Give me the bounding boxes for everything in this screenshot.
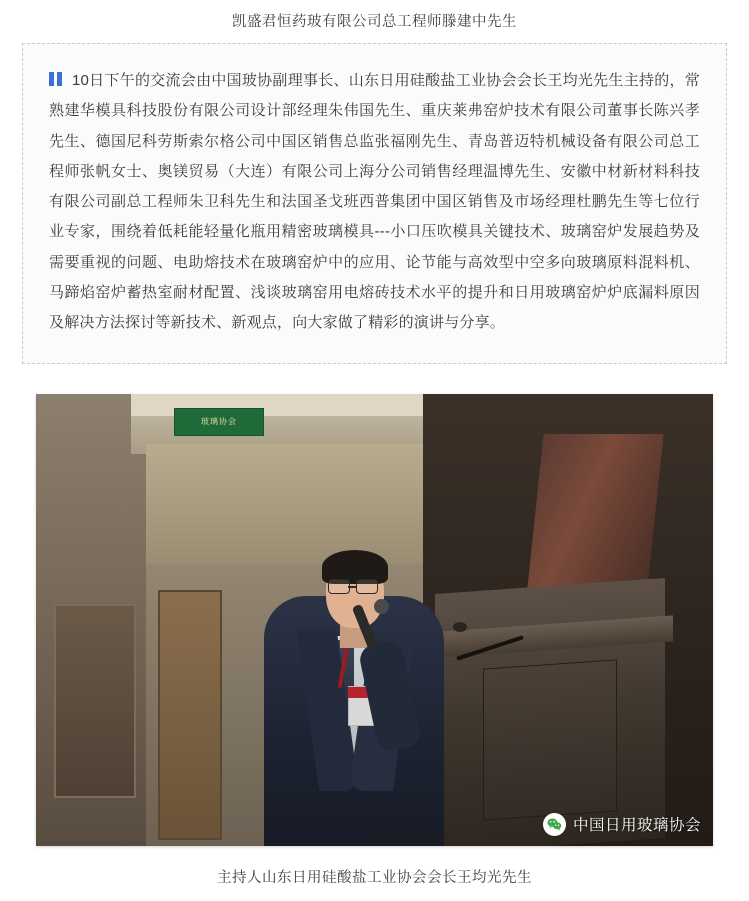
photo-podium-face (483, 659, 617, 820)
quote-marker-icon (49, 72, 64, 86)
bottom-caption: 主持人山东日用硅酸盐工业协会会长王均光先生 (217, 869, 532, 886)
quote-body (49, 66, 700, 339)
quote-text: 10日下午的交流会由中国玻协副理事长、山东日用硅酸盐工业协会会长王均光先生主持的，常熟建华模具科技股份有限公司设计部经理朱伟国先生、重庆莱弗窑炉技术有限公司董事长陈兴孝先生、德国尼科劳斯索尔格公司中国区销售总监张福刚先生、青岛普迈特机械设备有限公司总工程师张帆女士、奥镁贸易（大连）有限公司上海分公司销售经理温博先生、安徽中材新材料科技有限公司副总工程师朱卫科先生和法国圣戈班西普集团中国区销售及市场经理杜鹏先生等七位行业专家，围绕着低耗能轻量化瓶用精密玻璃模具---小口压吹模具关键技术、玻璃窑炉发展趋势及需要重视的问题、电助熔技术在玻璃窑炉中的应用、论节能与高效型中空多向玻璃原料混料机、马蹄焰窑炉蓄热室耐材配置、浅谈玻璃窑用电熔砖技术水平的提升和日用玻璃窑炉炉底漏料原因及解决方法探讨等新技术、新观点，向大家做了精彩的演讲与分享。 (49, 72, 700, 332)
watermark-text: 中国日用玻璃协会 (572, 817, 701, 835)
top-caption: 凯盛君恒药玻有限公司总工程师滕建中先生 (232, 14, 517, 30)
conference-photo (36, 394, 713, 846)
photo-door (158, 590, 222, 840)
photo-left-wall-panel (54, 604, 136, 798)
watermark (543, 813, 701, 836)
photo-figure (36, 394, 713, 846)
photo-podium-mic-head (453, 622, 467, 632)
photo-speaker (264, 516, 444, 846)
photo-speaker-glasses-left (328, 579, 350, 594)
photo-stage-banner (174, 408, 264, 436)
photo-speaker-glasses-right (356, 579, 378, 594)
quote-box (22, 43, 727, 364)
photo-speaker-microphone-head (374, 599, 389, 614)
wechat-icon (543, 813, 566, 836)
photo-speaker-glasses-bridge (348, 586, 356, 588)
photo-banner-text: 玻璃协会 (201, 416, 237, 426)
